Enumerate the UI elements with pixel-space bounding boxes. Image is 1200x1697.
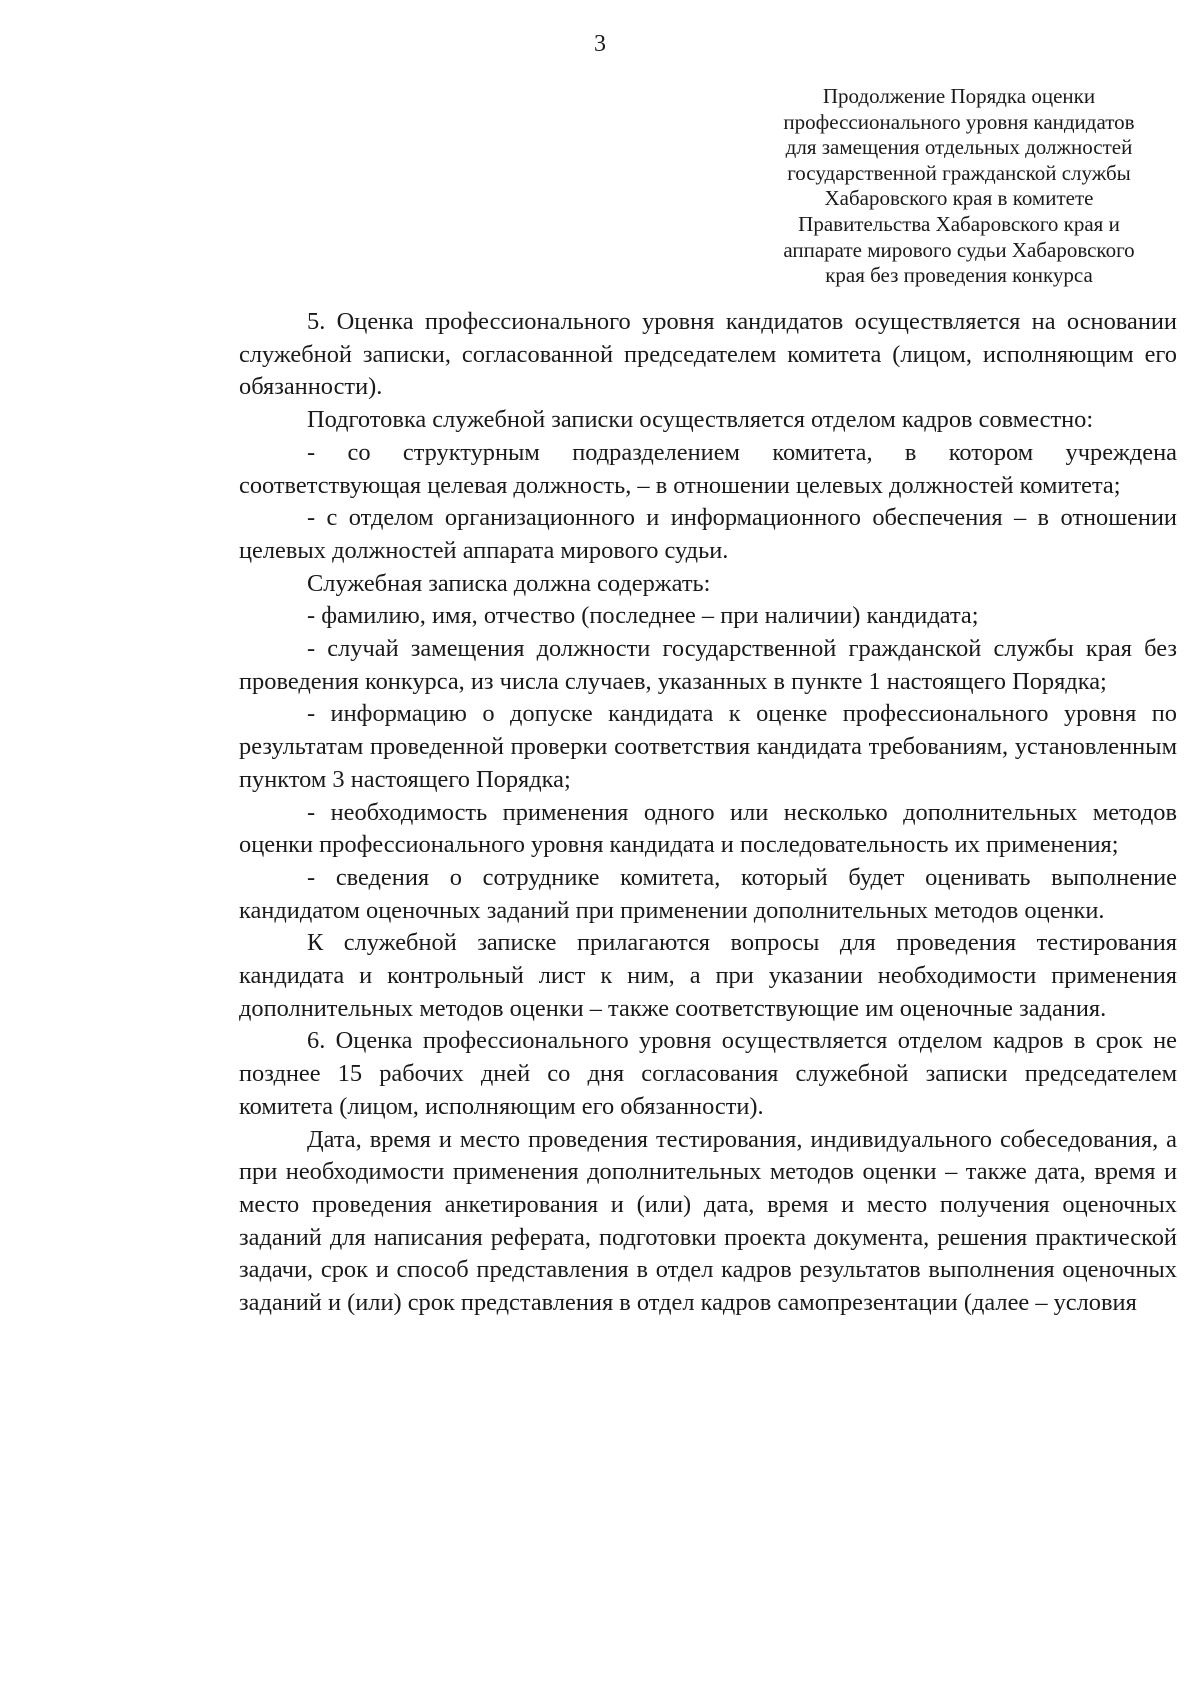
header-note-line: края без проведения конкурса [825, 263, 1093, 288]
paragraph: Дата, время и место проведения тестирования, индивидуального собеседования, а при необходимости применения дополнительных методов оценки – также дата, время и место проведения анкетирования и (или) дата, время и место получения оценочных заданий для написания реферата, подготовки проекта документа, решения практической задачи, срок и способ представления в отдел кадров результатов выполнения оценочных заданий и (или) срок представления в отдел кадров самопрезентации (далее – условия [239, 1125, 1177, 1317]
header-note-line: аппарате мирового судьи Хабаровского [783, 237, 1135, 262]
header-note [760, 84, 1158, 289]
paragraph: К служебной записке прилагаются вопросы для проведения тестирования кандидата и контрольный лист к ним, а при указании необходимости применения дополнительных методов оценки – также соответствующие им оценочные задания. [239, 929, 1177, 1022]
header-note-line: государственной гражданской службы [787, 160, 1131, 185]
list-item: - случай замещения должности государственной гражданской службы края без проведения конкурса, из числа случаев, указанных в пункте 1 настоящего Порядка; [239, 635, 1177, 695]
paragraph: 6. Оценка профессионального уровня осуществляется отделом кадров в срок не позднее 15 рабочих дней со дня согласования служебной записки председателем комитета (лицом, исполняющим его обязанности). [239, 1027, 1177, 1120]
list-item: - фамилию, имя, отчество (последнее – при наличии) кандидата; [307, 602, 979, 630]
header-note-line: для замещения отдельных должностей [785, 135, 1133, 160]
list-item: - сведения о сотруднике комитета, который будет оценивать выполнение кандидатом оценочных заданий при применении дополнительных методов оценки. [239, 863, 1177, 924]
list-item: - информацию о допуске кандидата к оценке профессионального уровня по результатам проведенной проверки соответствия кандидата требованиям, установленным пунктом 3 настоящего Порядка; [239, 700, 1177, 793]
page-number: 3 [594, 31, 606, 57]
paragraph: Служебная записка должна содержать: [307, 569, 711, 597]
header-note-line: Хабаровского края в комитете [824, 186, 1094, 211]
header-note-line: профессионального уровня кандидатов [783, 109, 1135, 134]
header-note-line: Правительства Хабаровского края и [798, 211, 1120, 236]
header-note-line: Продолжение Порядка оценки [822, 84, 1096, 108]
list-item: - с отделом организационного и информационного обеспечения – в отношении целевых должностей аппарата мирового судьи. [239, 504, 1177, 564]
paragraph: 5. Оценка профессионального уровня кандидатов осуществляется на основании служебной записки, согласованной председателем комитета (лицом, исполняющим его обязанности). [239, 308, 1177, 401]
list-item: - необходимость применения одного или несколько дополнительных методов оценки профессионального уровня кандидата и последовательность их применения; [239, 798, 1177, 859]
paragraph: Подготовка служебной записки осуществляется отделом кадров совместно: [307, 406, 1094, 434]
list-item: - со структурным подразделением комитета, в котором учреждена соответствующая целевая должность, – в отношении целевых должностей комитета; [239, 438, 1177, 499]
body-text [239, 306, 1177, 1320]
